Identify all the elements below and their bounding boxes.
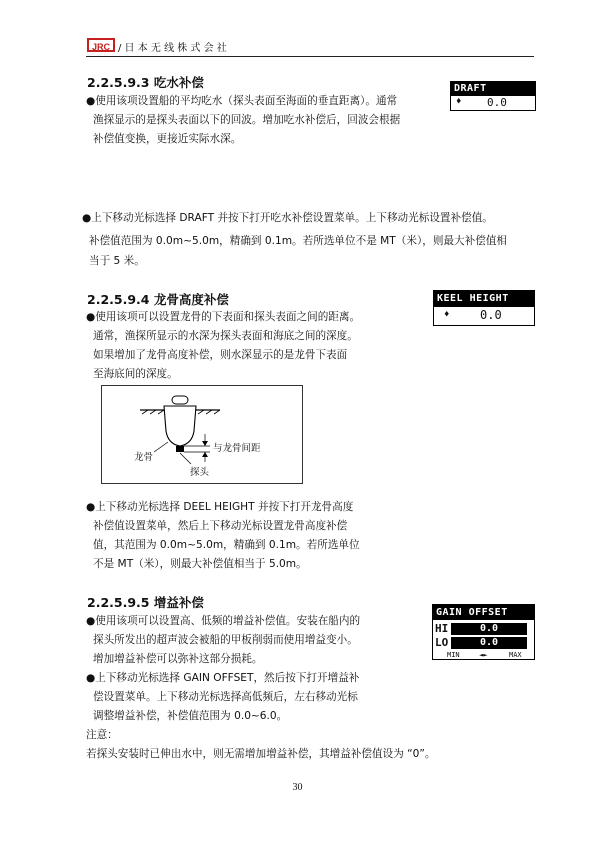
- left-right-arrow-icon: ◄►: [479, 651, 488, 659]
- page-number: 30: [292, 782, 303, 793]
- draft-value-row[interactable]: [451, 96, 535, 110]
- gain-hi-label: HI: [435, 622, 449, 635]
- keel-op-line1: ●上下移动光标选择 DEEL HEIGHT 并按下打开龙骨高度: [86, 501, 354, 513]
- label-keel: 龙骨: [134, 452, 154, 463]
- gain-op-line2: 偿设置菜单。上下移动光标选择高低频后，左右移动光标: [93, 691, 358, 703]
- draft-op-line2: 补偿值范围为 0.0m~5.0m，精确到 0.1m。若所选单位不是 MT（米），则最大补偿值相: [89, 235, 508, 247]
- gain-panel-title: GAIN OFFSET: [433, 605, 534, 620]
- up-down-arrow-icon: ♦: [456, 97, 462, 107]
- keel-value-row[interactable]: [434, 307, 534, 323]
- keel-op-line4: 不是 MT（米），则最大补偿值相当于 5.0m。: [93, 558, 307, 570]
- gain-desc-line2: 探头所发出的超声波会被船的甲板削弱而使用增益变小。: [93, 634, 358, 646]
- keel-panel-title: KEEL HEIGHT: [434, 291, 534, 307]
- label-probe: 探头: [190, 467, 210, 478]
- gain-offset-panel[interactable]: [432, 604, 535, 660]
- note-text: 若探头安装时已伸出水中，则无需增加增益补偿，其增益补偿值设为 “0”。: [86, 748, 436, 760]
- gain-lo-label: LO: [435, 636, 449, 649]
- scale-min-label: MIN: [447, 651, 460, 659]
- keel-height-panel[interactable]: [433, 290, 535, 326]
- gain-lo-value[interactable]: 0.0: [451, 637, 527, 649]
- keel-desc-line4: 至海底间的深度。: [93, 368, 178, 380]
- section-title-draft: 2.2.5.9.3 吃水补偿: [87, 75, 204, 90]
- draft-panel[interactable]: [450, 81, 536, 111]
- keel-desc-line1: ●使用该项可以设置龙骨的下表面和探头表面之间的距离。: [86, 311, 361, 323]
- gain-op-line3: 调整增益补偿，补偿值范围为 0.0~6.0。: [93, 710, 288, 722]
- keel-op-line3: 值，其范围为 0.0m~5.0m，精确到 0.1m。若所选单位: [93, 539, 360, 551]
- note-label: 注意：: [86, 729, 118, 741]
- draft-panel-title: DRAFT: [451, 82, 535, 96]
- keel-diagram: [101, 385, 303, 484]
- company-name: / 日 本 无 线 株 式 会 社: [118, 43, 227, 54]
- label-keel-gap: 与龙骨间距: [213, 443, 261, 454]
- gain-hi-value[interactable]: 0.0: [451, 623, 527, 635]
- gain-scale-row: [433, 650, 534, 660]
- gain-desc-line1: ●使用该项可以设置高、低频的增益补偿值。安装在船内的: [86, 615, 361, 627]
- keel-desc-line3: 如果增加了龙骨高度补偿，则水深显示的是龙骨下表面: [93, 349, 348, 361]
- draft-value: 0.0: [487, 96, 507, 109]
- draft-op-line1: ●上下移动光标选择 DRAFT 并按下打开吃水补偿设置菜单。上下移动光标设置补偿值。: [82, 212, 493, 224]
- draft-desc-line2: 渔探显示的是探头表面以下的回波。增加吃水补偿后，回波会根据: [93, 114, 401, 126]
- gain-desc-line3: 增加增益补偿可以弥补这部分损耗。: [93, 653, 263, 665]
- draft-desc-line1: ●使用该项设置船的平均吃水（探头表面至海面的垂直距离）。通常: [86, 95, 398, 107]
- header-rule: [86, 56, 534, 57]
- draft-op-line3: 当于 5 米。: [89, 255, 145, 267]
- keel-op-line2: 补偿值设置菜单，然后上下移动光标设置龙骨高度补偿: [93, 520, 348, 532]
- gain-op-line1: ●上下移动光标选择 GAIN OFFSET，然后按下打开增益补: [86, 672, 360, 684]
- up-down-arrow-icon: ♦: [444, 310, 450, 320]
- gain-lo-row[interactable]: [433, 636, 534, 650]
- keel-value: 0.0: [480, 308, 502, 322]
- scale-max-label: MAX: [509, 651, 522, 659]
- keel-desc-line2: 通常，渔探所显示的水深为探头表面和海底之间的深度。: [93, 330, 358, 342]
- draft-desc-line3: 补偿值变换，更接近实际水深。: [93, 133, 242, 145]
- jrc-logo: JRC: [87, 38, 115, 52]
- section-title-gain-offset: 2.2.5.9.5 增益补偿: [87, 595, 204, 610]
- gain-hi-row[interactable]: [433, 622, 534, 636]
- section-title-keel-height: 2.2.5.9.4 龙骨高度补偿: [87, 292, 229, 307]
